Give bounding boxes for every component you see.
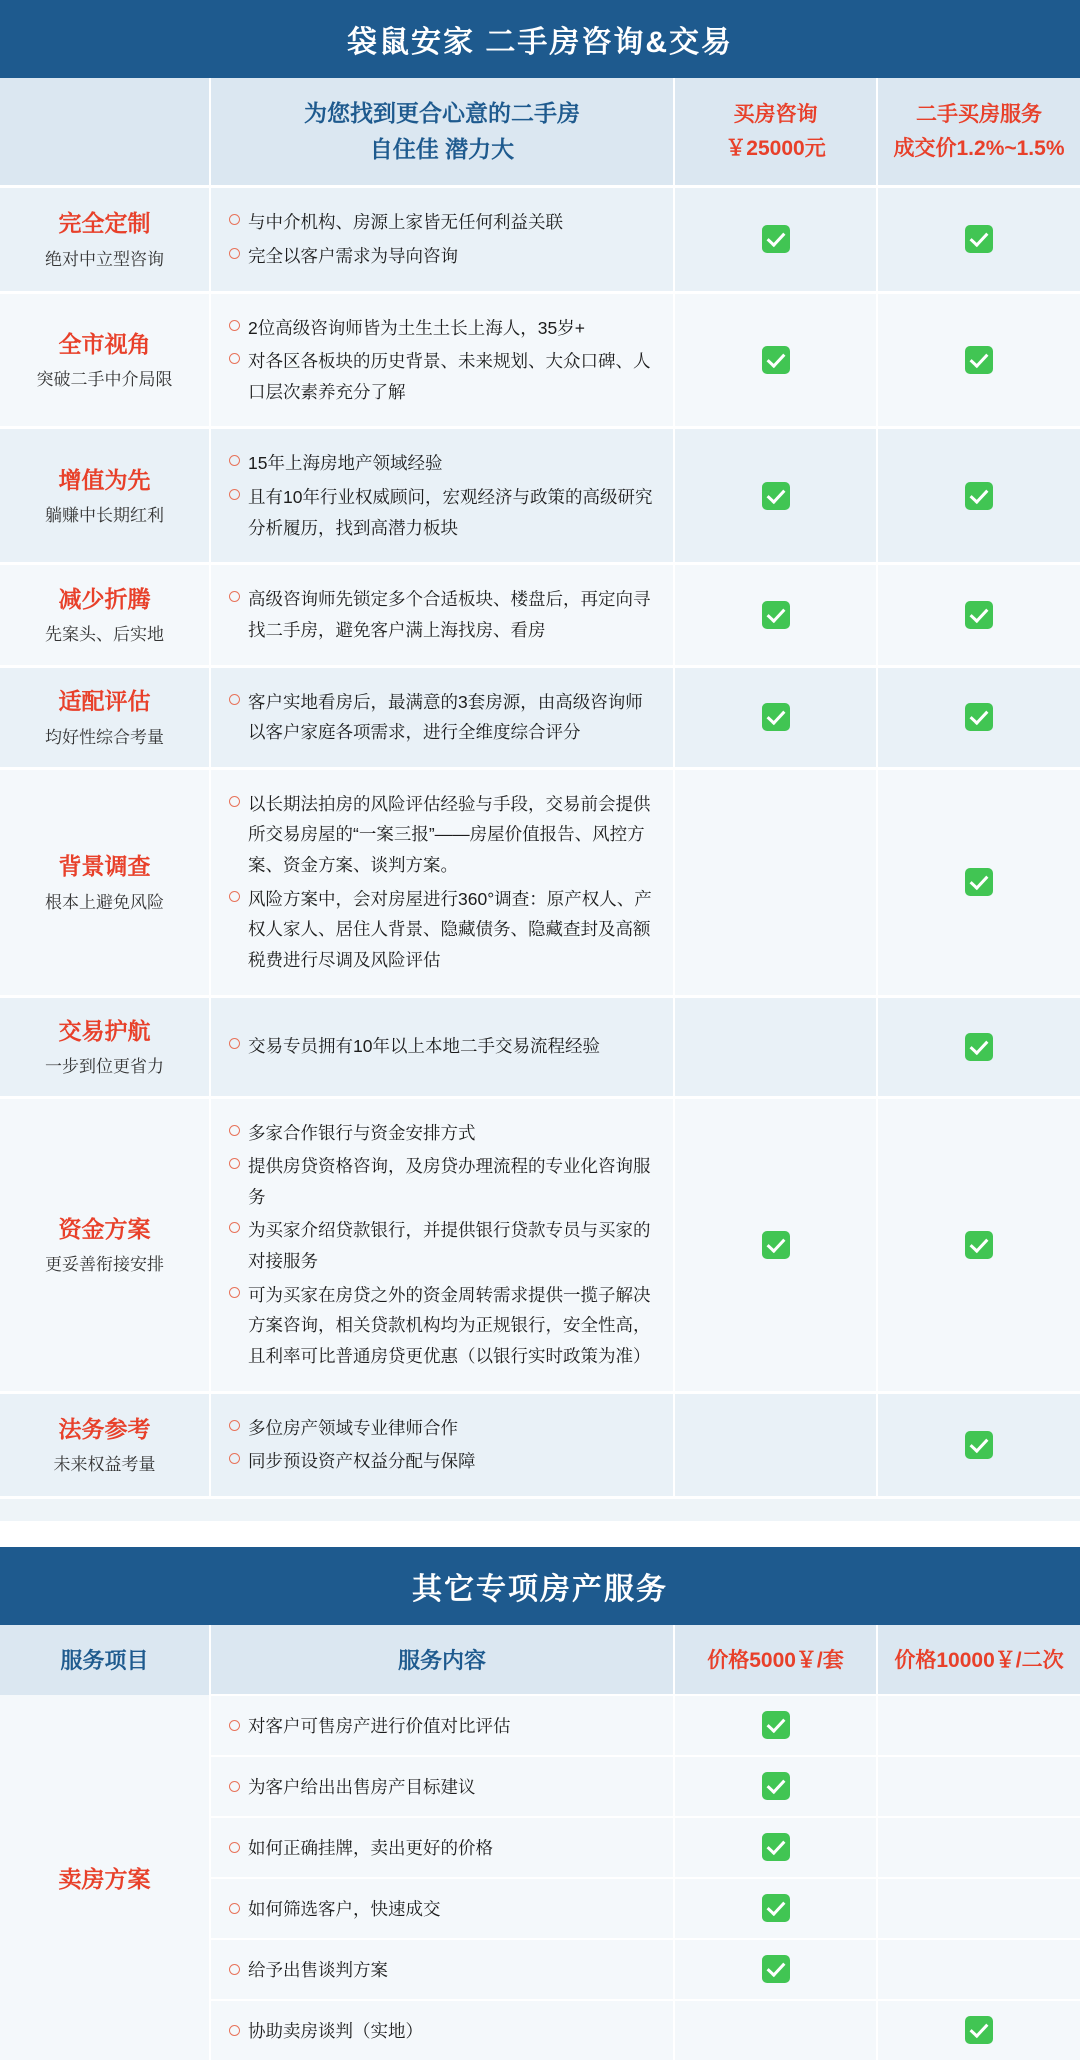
check-mark-icon — [965, 868, 993, 896]
bullet-text: 提供房贷资格咨询，及房贷办理流程的专业化咨询服务 — [248, 1156, 651, 1207]
row-content — [210, 428, 674, 564]
row-content — [210, 1392, 674, 1497]
bullet-item — [229, 1413, 659, 1444]
section2-price1-check — [674, 1939, 877, 2000]
check-mark-icon — [762, 703, 790, 731]
bullet-item — [229, 313, 659, 344]
row-category-title: 增值为先 — [58, 466, 151, 493]
check-mark-icon — [762, 482, 790, 510]
page-title: 袋鼠安家 二手房咨询&交易 — [0, 0, 1080, 78]
service-label: 二手买房服务 — [916, 103, 1042, 127]
bullet-text: 如何筛选客户，快速成交 — [248, 1898, 441, 1919]
table-row — [0, 564, 1080, 666]
bullet-text: 多家合作银行与资金安排方式 — [248, 1122, 476, 1143]
bullet-item — [229, 1774, 659, 1799]
table-row — [0, 666, 1080, 768]
circle-outline-icon — [229, 248, 240, 259]
bullet-item — [229, 884, 659, 976]
bullet-text: 2位高级咨询师皆为土生土长上海人，35岁+ — [248, 317, 585, 338]
circle-outline-icon — [229, 489, 240, 500]
check-mark-icon — [762, 1894, 790, 1922]
bullet-item — [229, 1215, 659, 1276]
row-content — [210, 666, 674, 768]
row-category — [0, 1392, 210, 1497]
row-content — [210, 996, 674, 1097]
row-consult-check — [674, 428, 877, 564]
subheader-cell-consult-price — [674, 78, 877, 187]
check-mark-icon — [965, 601, 993, 629]
check-mark-icon — [965, 1431, 993, 1459]
bullet-item — [229, 1957, 659, 1982]
section2-price2-check — [877, 1817, 1080, 1878]
bullet-text: 且有10年行业权威顾问，宏观经济与政策的高级研究分析履历，找到高潜力板块 — [248, 487, 653, 538]
row-consult-check — [674, 187, 877, 292]
section2-price1-check — [674, 1817, 877, 1878]
section2-price1-check — [674, 2000, 877, 2060]
table-row — [0, 768, 1080, 996]
circle-outline-icon — [229, 1287, 240, 1298]
row-consult-check — [674, 564, 877, 666]
consult-label: 买房咨询 — [733, 103, 818, 127]
circle-outline-icon — [229, 1781, 240, 1792]
row-category-subtitle: 绝对中立型咨询 — [45, 249, 164, 269]
bullet-item — [229, 1151, 659, 1212]
row-category-subtitle: 先案头、后实地 — [45, 625, 164, 645]
row-category-title: 完全定制 — [58, 210, 151, 237]
table-bottom-spacer — [0, 1497, 1080, 1521]
section2-row-content — [210, 1695, 674, 1756]
check-mark-icon — [965, 703, 993, 731]
circle-outline-icon — [229, 1903, 240, 1914]
circle-outline-icon — [229, 1453, 240, 1464]
row-category — [0, 1097, 210, 1392]
bullet-text: 与中介机构、房源上家皆无任何利益关联 — [248, 212, 563, 233]
bullet-text: 为买家介绍贷款银行，并提供银行贷款专员与买家的对接服务 — [248, 1220, 651, 1272]
subheader-cell-blank — [0, 78, 210, 187]
row-category-subtitle: 根本上避免风险 — [45, 892, 164, 912]
table-row — [0, 292, 1080, 428]
bullet-text: 风险方案中，会对房屋进行360°调查：原产权人、产权人家人、居住人背景、隐藏债务、隐藏查封及高额税费进行尽调及风险评估 — [248, 888, 652, 970]
section2-body — [0, 1695, 1080, 2060]
bullet-item — [229, 2018, 659, 2043]
row-service-check — [877, 292, 1080, 428]
section2-price1-check — [674, 1695, 877, 1756]
row-category — [0, 666, 210, 768]
section2-row-content — [210, 1756, 674, 1817]
row-category-subtitle: 躺赚中长期红利 — [45, 506, 164, 526]
bullet-item — [229, 1896, 659, 1921]
bullet-text: 15年上海房地产领域经验 — [248, 453, 443, 474]
main-comparison-table — [0, 78, 1080, 1521]
row-category-title: 减少折腾 — [58, 585, 151, 612]
row-category — [0, 768, 210, 996]
bullet-text: 对客户可售房产进行价值对比评估 — [248, 1715, 511, 1736]
circle-outline-icon — [229, 1964, 240, 1975]
check-mark-icon — [762, 346, 790, 374]
circle-outline-icon — [229, 1125, 240, 1136]
bullet-text: 对各区各板块的历史背景、未来规划、大众口碑、人口层次素养充分了解 — [248, 351, 651, 402]
section2-row-content — [210, 1939, 674, 2000]
bullet-text: 同步预设资产权益分配与保障 — [248, 1451, 476, 1472]
section2-table — [0, 1625, 1080, 2060]
table-subheader — [0, 78, 1080, 187]
check-mark-icon — [762, 601, 790, 629]
circle-outline-icon — [229, 694, 240, 705]
bullet-text: 如何正确挂牌，卖出更好的价格 — [248, 1837, 493, 1858]
row-category-title: 资金方案 — [58, 1215, 151, 1242]
section2-category: 卖房方案 — [0, 1695, 210, 2060]
bullet-text: 以长期法拍房的风险评估经验与手段，交易前会提供所交易房屋的“一案三报”——房屋价值报告、风控方案、资金方案、谈判方案。 — [248, 793, 651, 876]
row-category — [0, 187, 210, 292]
check-mark-icon — [965, 1033, 993, 1061]
service-price: 成交价1.2%~1.5% — [893, 136, 1065, 160]
bullet-item — [229, 584, 659, 645]
check-mark-icon — [965, 1231, 993, 1259]
section2-col-price-2: 价格10000￥/二次 — [877, 1625, 1080, 1695]
consult-price: ￥25000元 — [725, 136, 826, 160]
bullet-text: 协助卖房谈判（实地） — [248, 2020, 423, 2041]
row-service-check — [877, 996, 1080, 1097]
section2-price2-check — [877, 2000, 1080, 2060]
circle-outline-icon — [229, 796, 240, 807]
circle-outline-icon — [229, 455, 240, 466]
bullet-item — [229, 1835, 659, 1860]
check-mark-icon — [965, 2016, 993, 2044]
bullet-text: 客户实地看房后，最满意的3套房源，由高级咨询师以客户家庭各项需求，进行全维度综合评分 — [248, 691, 643, 743]
section-gap — [0, 1521, 1080, 1547]
row-category-subtitle: 一步到位更省力 — [45, 1057, 164, 1077]
bullet-item — [229, 241, 659, 272]
row-service-check — [877, 666, 1080, 768]
bullet-item — [229, 1118, 659, 1149]
check-mark-icon — [762, 225, 790, 253]
bullet-item — [229, 1280, 659, 1372]
bullet-item — [229, 687, 659, 748]
bullet-item — [229, 1031, 659, 1062]
bullet-item — [229, 448, 659, 479]
check-mark-icon — [762, 1231, 790, 1259]
bullet-text: 高级咨询师先锁定多个合适板块、楼盘后，再定向寻找二手房，避免客户满上海找房、看房 — [248, 589, 651, 640]
row-content — [210, 1097, 674, 1392]
section2-row-content — [210, 1817, 674, 1878]
section2-col-service-item: 服务项目 — [0, 1625, 210, 1695]
row-category — [0, 428, 210, 564]
check-mark-icon — [762, 1955, 790, 1983]
table-row — [0, 428, 1080, 564]
main-table-body — [0, 187, 1080, 1498]
row-category — [0, 996, 210, 1097]
circle-outline-icon — [229, 353, 240, 364]
row-category-title: 法务参考 — [58, 1415, 151, 1442]
check-mark-icon — [965, 346, 993, 374]
row-category-title: 全市视角 — [58, 330, 151, 357]
circle-outline-icon — [229, 2025, 240, 2036]
bullet-text: 为客户给出出售房产目标建议 — [248, 1776, 476, 1797]
circle-outline-icon — [229, 1842, 240, 1853]
section2-price1-check — [674, 1878, 877, 1939]
row-category-title: 背景调查 — [58, 853, 151, 880]
row-service-check — [877, 564, 1080, 666]
bullet-text: 多位房产领域专业律师合作 — [248, 1417, 458, 1438]
check-mark-icon — [965, 482, 993, 510]
row-consult-check — [674, 768, 877, 996]
check-mark-icon — [762, 1772, 790, 1800]
section2-price2-check — [877, 1939, 1080, 2000]
row-content — [210, 187, 674, 292]
row-category-title: 交易护航 — [58, 1017, 151, 1044]
row-service-check — [877, 768, 1080, 996]
row-consult-check — [674, 666, 877, 768]
value-prop-line-2: 自住佳 潜力大 — [369, 135, 515, 162]
circle-outline-icon — [229, 1222, 240, 1233]
section2-price2-check — [877, 1878, 1080, 1939]
table-row — [0, 996, 1080, 1097]
row-content — [210, 292, 674, 428]
row-service-check — [877, 428, 1080, 564]
section2-subheader — [0, 1625, 1080, 1695]
row-category — [0, 292, 210, 428]
row-content — [210, 564, 674, 666]
check-mark-icon — [762, 1711, 790, 1739]
section2-row-content — [210, 2000, 674, 2060]
table-row — [0, 187, 1080, 292]
bullet-text: 给予出售谈判方案 — [248, 1959, 388, 1980]
row-service-check — [877, 187, 1080, 292]
row-consult-check — [674, 1392, 877, 1497]
row-category-title: 适配评估 — [58, 688, 151, 715]
bullet-item — [229, 1713, 659, 1738]
table-row — [0, 1392, 1080, 1497]
section2-price2-check — [877, 1756, 1080, 1817]
row-category-subtitle: 均好性综合考量 — [45, 727, 164, 747]
circle-outline-icon — [229, 320, 240, 331]
bullet-text: 完全以客户需求为导向咨询 — [248, 245, 458, 266]
row-category-subtitle: 未来权益考量 — [53, 1455, 156, 1475]
section2-price2-check — [877, 1695, 1080, 1756]
circle-outline-icon — [229, 1038, 240, 1049]
check-mark-icon — [762, 1833, 790, 1861]
bullet-item — [229, 1446, 659, 1477]
bullet-item — [229, 207, 659, 238]
bullet-text: 可为买家在房贷之外的资金周转需求提供一揽子解决方案咨询，相关贷款机构均为正规银行，安全性高，且利率可比普通房贷更优惠（以银行实时政策为准） — [248, 1284, 651, 1366]
circle-outline-icon — [229, 891, 240, 902]
bullet-item — [229, 482, 659, 543]
row-service-check — [877, 1392, 1080, 1497]
row-consult-check — [674, 292, 877, 428]
row-category — [0, 564, 210, 666]
table-row — [0, 1097, 1080, 1392]
circle-outline-icon — [229, 214, 240, 225]
section2-row-content — [210, 1878, 674, 1939]
bullet-item — [229, 346, 659, 407]
row-service-check — [877, 1097, 1080, 1392]
section2-col-price-1: 价格5000￥/套 — [674, 1625, 877, 1695]
row-consult-check — [674, 1097, 877, 1392]
circle-outline-icon — [229, 591, 240, 602]
circle-outline-icon — [229, 1420, 240, 1431]
circle-outline-icon — [229, 1720, 240, 1731]
circle-outline-icon — [229, 1158, 240, 1169]
subheader-cell-service-price — [877, 78, 1080, 187]
section2-title: 其它专项房产服务 — [0, 1547, 1080, 1625]
bullet-text: 交易专员拥有10年以上本地二手交易流程经验 — [248, 1036, 600, 1057]
bullet-item — [229, 789, 659, 881]
value-prop-line-1: 为您找到更合心意的二手房 — [304, 100, 580, 126]
section2-col-service-content: 服务内容 — [210, 1625, 674, 1695]
row-category-subtitle: 更妥善衔接安排 — [45, 1255, 164, 1275]
list-item — [0, 1695, 1080, 1756]
row-content — [210, 768, 674, 996]
section2-price1-check — [674, 1756, 877, 1817]
subheader-cell-value-prop — [210, 78, 674, 187]
row-category-subtitle: 突破二手中介局限 — [36, 370, 173, 390]
row-consult-check — [674, 996, 877, 1097]
check-mark-icon — [965, 225, 993, 253]
